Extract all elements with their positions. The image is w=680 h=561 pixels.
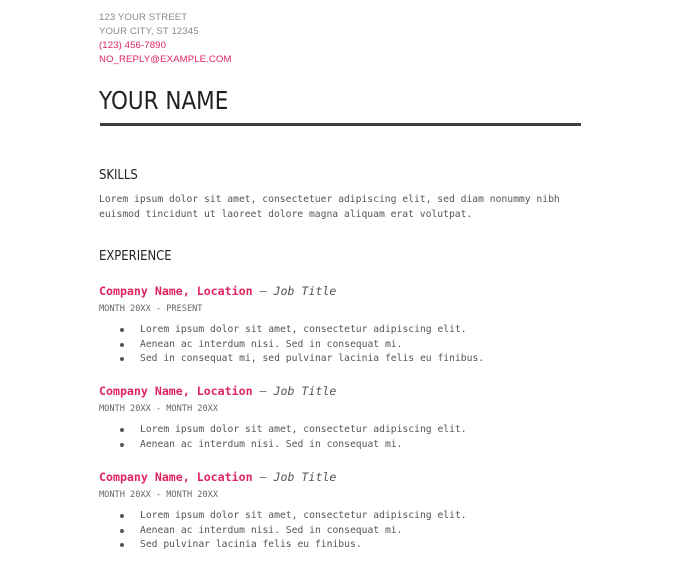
job-title: Job Title [273, 284, 337, 298]
job-entry [99, 469, 589, 553]
bullet-item [99, 423, 589, 438]
contact-phone: (123) 456-7890 [99, 40, 167, 51]
bullet-text: Lorem ipsum dolor sit amet, consectetur adipiscing elit. [140, 510, 467, 521]
job-title: Job Title [273, 470, 337, 484]
company-name: Company Name, Location [99, 470, 253, 484]
bullet-dot-icon [120, 328, 124, 332]
bullet-dot-icon [120, 529, 124, 533]
bullet-text: Aenean ac interdum nisi. Sed in consequat mi. [140, 524, 403, 536]
bullet-item [99, 524, 589, 539]
bullet-text: Sed in consequat mi, sed pulvinar lacinia felis eu finibus. [140, 353, 485, 364]
job-dates: MONTH 20XX - PRESENT [99, 304, 203, 314]
job-entry [99, 283, 589, 367]
contact-city: YOUR CITY, ST 12345 [99, 26, 199, 37]
bullet-item [99, 538, 589, 553]
job-heading [99, 283, 589, 299]
job-title: Job Title [273, 384, 337, 398]
bullet-text: Aenean ac interdum nisi. Sed in consequat mi. [140, 338, 403, 350]
resume-name: YOUR NAME [99, 86, 229, 115]
job-dates: MONTH 20XX - MONTH 20XX [99, 490, 218, 500]
bullet-item [99, 509, 589, 524]
bullet-item [99, 438, 589, 453]
name-divider [100, 123, 581, 126]
bullet-dot-icon [120, 443, 124, 447]
title-separator: — [259, 384, 267, 398]
bullet-text: Sed pulvinar lacinia felis eu finibus. [140, 539, 362, 550]
skills-heading: SKILLS [99, 167, 138, 183]
bullet-item [99, 323, 589, 338]
job-dates: MONTH 20XX - MONTH 20XX [99, 404, 218, 414]
job-entry [99, 383, 589, 452]
bullet-text: Lorem ipsum dolor sit amet, consectetur adipiscing elit. [140, 424, 467, 435]
bullet-dot-icon [120, 357, 124, 361]
skills-text: Lorem ipsum dolor sit amet, consectetuer adipiscing elit, sed diam nonummy nibh euismod tincidunt ut laoreet dolore magna aliquam erat volutpat. [99, 194, 560, 220]
bullet-dot-icon [120, 514, 124, 518]
job-heading [99, 383, 589, 399]
contact-email[interactable]: NO_REPLY@EXAMPLE.COM [99, 54, 232, 65]
job-bullets [99, 509, 589, 553]
bullet-dot-icon [120, 343, 124, 347]
company-name: Company Name, Location [99, 384, 253, 398]
job-heading [99, 469, 589, 485]
title-separator: — [259, 284, 267, 298]
bullet-item [99, 338, 589, 353]
bullet-item [99, 352, 589, 367]
job-bullets [99, 323, 589, 367]
job-bullets [99, 423, 589, 452]
contact-street: 123 YOUR STREET [99, 12, 188, 23]
title-separator: — [259, 470, 267, 484]
contact-block [99, 11, 232, 67]
company-name: Company Name, Location [99, 284, 253, 298]
experience-heading: EXPERIENCE [99, 248, 172, 264]
bullet-text: Aenean ac interdum nisi. Sed in consequat mi. [140, 438, 403, 450]
bullet-dot-icon [120, 543, 124, 547]
bullet-dot-icon [120, 428, 124, 432]
bullet-text: Lorem ipsum dolor sit amet, consectetur adipiscing elit. [140, 324, 467, 335]
